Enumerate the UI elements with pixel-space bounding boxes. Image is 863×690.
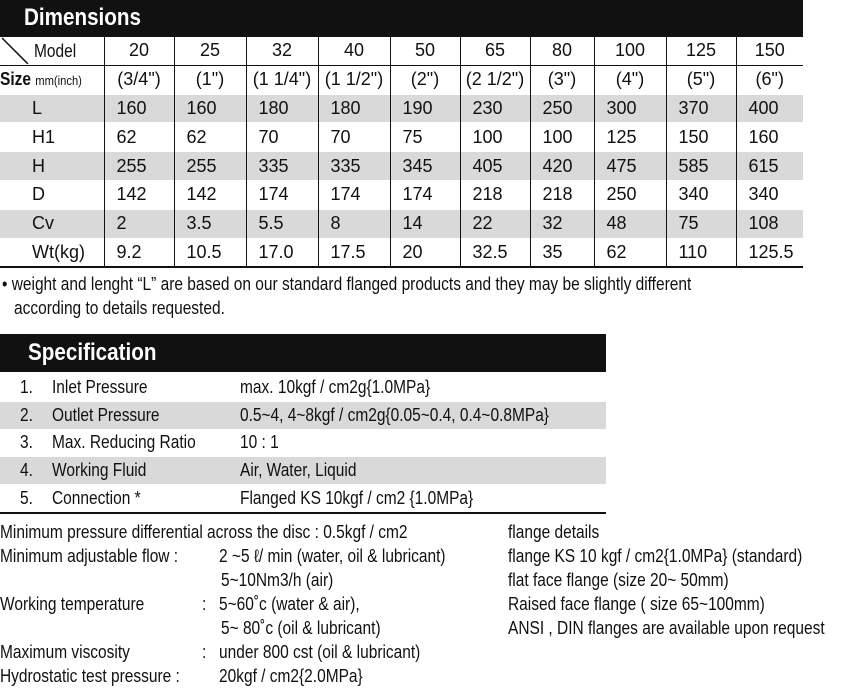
flange-line: ANSI , DIN flanges are available upon request [508,618,825,638]
spec-label: Inlet Pressure [52,377,148,398]
spec-label: Outlet Pressure [52,404,160,425]
viscosity-colon: : [202,642,207,662]
dimension-row [0,209,803,238]
spec-value: Flanged KS 10kgf / cm2 {1.0MPa} [240,487,474,508]
dimension-cell: 142 [104,180,174,209]
dimension-cell: 335 [246,152,318,181]
dimensions-title: Dimensions [24,4,141,31]
dimension-cell: 300 [594,94,666,123]
dimension-cell: 62 [594,238,666,267]
dimension-cell: 160 [736,123,803,152]
dimension-row [0,180,803,209]
specification-row [0,429,606,457]
dimension-row-label: Wt(kg) [0,238,104,267]
dimension-cell: 255 [104,152,174,181]
dimensions-header [0,0,803,37]
dimension-cell: 335 [318,152,390,181]
spec-value: 10 : 1 [240,432,279,453]
dimension-cell: 160 [104,94,174,123]
dimension-cell: 174 [246,180,318,209]
size-cell: (3/4") [104,65,174,94]
size-cell: (3") [530,65,594,94]
dimension-cell: 110 [666,238,736,267]
size-row [0,65,803,94]
dimension-cell: 615 [736,152,803,181]
dimension-cell: 180 [246,94,318,123]
spec-label: Working Fluid [52,460,147,481]
dimension-cell: 70 [246,123,318,152]
specification-header [0,334,606,372]
dimension-cell: 62 [174,123,246,152]
size-cell: (2") [390,65,460,94]
dimension-cell: 48 [594,209,666,238]
dimension-row-label: H1 [0,123,104,152]
dimension-cell: 100 [530,123,594,152]
dimension-cell: 250 [594,180,666,209]
dimension-cell: 17.0 [246,238,318,267]
dimension-cell: 405 [460,152,530,181]
dimension-cell: 5.5 [246,209,318,238]
flange-line: flange KS 10 kgf / cm2{1.0MPa} (standard) [508,546,803,566]
viscosity-value: under 800 cst (oil & lubricant) [219,642,421,662]
dimension-row [0,152,803,181]
spec-label: Max. Reducing Ratio [52,432,196,453]
spec-number: 5. [20,487,33,508]
dimension-row [0,94,803,123]
dimension-cell: 20 [390,238,460,267]
viscosity-label: Maximum viscosity [0,642,130,662]
model-label: Model [34,41,77,61]
dimension-row [0,123,803,152]
dimension-cell: 218 [530,180,594,209]
dimension-cell: 10.5 [174,238,246,267]
spec-number: 4. [20,460,33,481]
flange-line: flat face flange (size 20~ 50mm) [508,570,729,590]
dimension-cell: 32 [530,209,594,238]
dimension-cell: 420 [530,152,594,181]
dimension-cell: 8 [318,209,390,238]
min-flow-value-2: 5~10Nm3/h (air) [221,570,334,590]
dimension-cell: 100 [460,123,530,152]
flange-line: Raised face flange ( size 65~100mm) [508,594,765,614]
dimension-cell: 190 [390,94,460,123]
hydrostatic-value: 20kgf / cm2{2.0MPa} [219,666,363,686]
dimension-cell: 218 [460,180,530,209]
model-cell: 25 [174,37,246,65]
dimension-cell: 75 [390,123,460,152]
dimension-row-label: H [0,152,104,181]
min-pressure-diff: Minimum pressure differential across the disc : 0.5kgf / cm2 [0,522,408,542]
dimensions-table [0,37,803,268]
dimension-cell: 230 [460,94,530,123]
size-cell: (5") [666,65,736,94]
spec-number: 1. [20,377,33,398]
model-cell: 50 [390,37,460,65]
dimension-cell: 108 [736,209,803,238]
dimension-cell: 62 [104,123,174,152]
spec-label: Connection * [52,487,141,508]
size-cell: (1 1/4") [246,65,318,94]
model-cell: 40 [318,37,390,65]
dimension-cell: 70 [318,123,390,152]
flange-line: flange details [508,522,600,542]
model-cell: 100 [594,37,666,65]
spec-value: 0.5~4, 4~8kgf / cm2g{0.05~0.4, 0.4~0.8MPa} [240,404,549,425]
dimension-cell: 585 [666,152,736,181]
size-header-cell [0,65,104,94]
specification-row [0,457,606,485]
size-cell: (1 1/2") [318,65,390,94]
model-cell: 32 [246,37,318,65]
model-cell: 150 [736,37,803,65]
size-unit: mm(inch) [35,73,82,89]
dimension-cell: 3.5 [174,209,246,238]
model-row [0,37,803,65]
min-flow-value-1: 2 ~5 ℓ/ min (water, oil & lubricant) [219,546,446,566]
dimension-cell: 22 [460,209,530,238]
dimension-cell: 75 [666,209,736,238]
specification-row [0,484,606,513]
dimension-cell: 150 [666,123,736,152]
specification-title: Specification [28,339,157,366]
dimensions-body [0,94,803,267]
model-cell: 20 [104,37,174,65]
spec-value: max. 10kgf / cm2g{1.0MPa} [240,377,431,398]
dimension-cell: 475 [594,152,666,181]
spec-number: 2. [20,404,33,425]
dimension-cell: 142 [174,180,246,209]
model-cell: 125 [666,37,736,65]
dimension-row-label: Cv [0,209,104,238]
temperature-colon: : [202,594,207,614]
dimension-cell: 180 [318,94,390,123]
dimension-cell: 370 [666,94,736,123]
size-cell: (1") [174,65,246,94]
dimension-cell: 340 [736,180,803,209]
size-label: Size [0,69,31,90]
size-cell: (2 1/2") [460,65,530,94]
spec-number: 3. [20,432,33,453]
min-flow-label: Minimum adjustable flow : [0,546,179,566]
dimension-cell: 250 [530,94,594,123]
dimension-row [0,238,803,267]
model-cell: 80 [530,37,594,65]
dimensions-note [2,272,803,320]
specification-body [0,374,606,513]
dimension-cell: 160 [174,94,246,123]
size-cell: (6") [736,65,803,94]
note-line-2: according to details requested. [14,298,225,318]
dimension-cell: 174 [390,180,460,209]
dimension-cell: 125 [594,123,666,152]
specification-row [0,402,606,430]
temperature-label: Working temperature [0,594,145,614]
dimension-cell: 17.5 [318,238,390,267]
specification-table [0,374,606,514]
dimension-row-label: L [0,94,104,123]
spec-value: Air, Water, Liquid [240,460,357,481]
temperature-value-2: 5~ 80˚c (oil & lubricant) [221,618,381,638]
dimension-cell: 32.5 [460,238,530,267]
dimension-cell: 345 [390,152,460,181]
dimension-cell: 9.2 [104,238,174,267]
model-cell: 65 [460,37,530,65]
temperature-value-1: 5~60˚c (water & air), [219,594,360,614]
hydrostatic-label: Hydrostatic test pressure : [0,666,180,686]
dimension-cell: 14 [390,209,460,238]
dimension-row-label: D [0,180,104,209]
dimension-cell: 2 [104,209,174,238]
note-line-1: • weight and lenght “L” are based on our standard flanged products and they may be slightly different [2,274,692,294]
dimension-cell: 174 [318,180,390,209]
model-header-cell [0,37,104,65]
specification-row [0,374,606,402]
dimension-cell: 340 [666,180,736,209]
dimension-cell: 35 [530,238,594,267]
size-cell: (4") [594,65,666,94]
dimension-cell: 125.5 [736,238,803,267]
dimension-cell: 400 [736,94,803,123]
dimension-cell: 255 [174,152,246,181]
